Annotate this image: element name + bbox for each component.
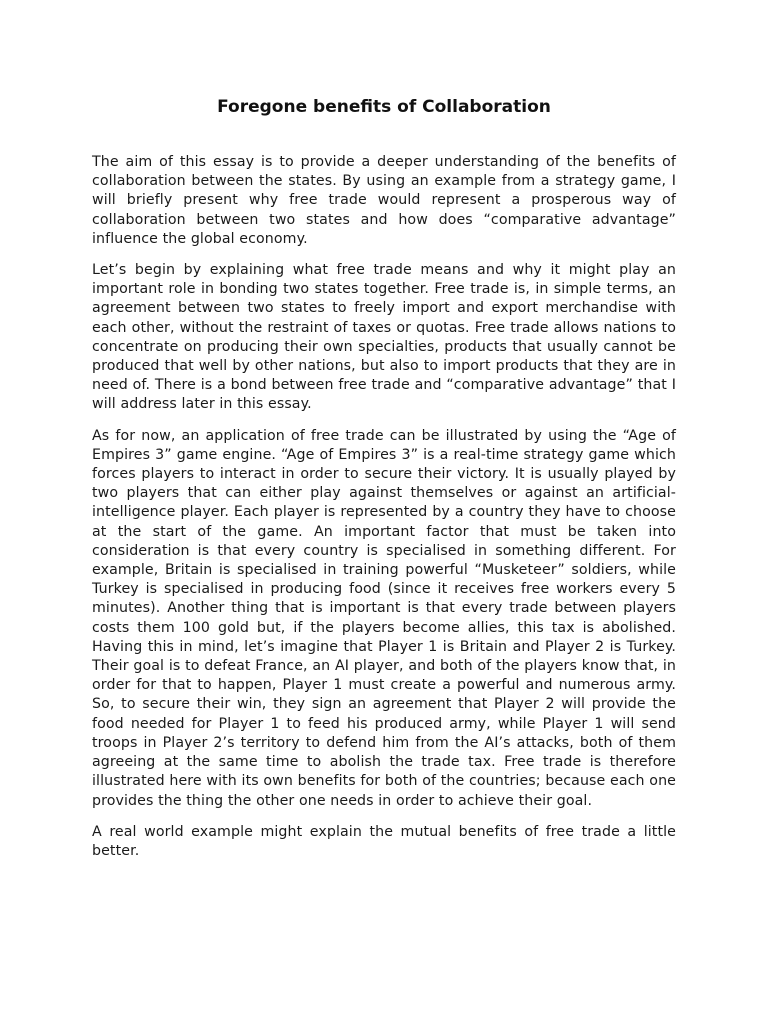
paragraph-intro: The aim of this essay is to provide a deeper understanding of the benefits of collaboration between the states. By using an example from a strategy game, I will briefly present why free trade would represent a prosperous way of collaboration between two states and how does “comparative advantage” influence the global economy. <box>92 154 676 247</box>
paragraph-free-trade-definition: Let’s begin by explaining what free trade means and why it might play an important role in bonding two states together. Free trade is, in simple terms, an agreement between two states to freely import and export merchandise with each other, without the restraint of taxes or quotas. Free trade allows nations to concentrate on producing their own specialties, products that usually cannot be produced that well by other nations, but also to import products that they are in need of. There is a bond between free trade and “comparative advantage” that I will address later in this essay. <box>92 262 676 413</box>
paragraph-game-example: As for now, an application of free trade can be illustrated by using the “Age of Empires 3” game engine. “Age of Empires 3” is a real-time strategy game which forces players to interact in order to secure their victory. It is usually played by two players that can either play against themselves or against an artificial-intelligence player. Each player is represented by a country they have to choose at the start of the game. An important factor that must be taken into consideration is that every country is specialised in something different. For example, Britain is specialised in training powerful “Musketeer” soldiers, while Turkey is specialised in producing food (since it receives free workers every 5 minutes). Another thing that is important is that every trade between players costs them 100 gold but, if the players become allies, this tax is abolished. Having this in mind, let’s imagine that Player 1 is Britain and Player 2 is Turkey. Their goal is to defeat France, an AI player, and both of the players know that, in order for that to happen, Player 1 must create a powerful and numerous army. So, to secure their win, they sign an agreement that Player 2 will provide the food needed for Player 1 to feed his produced army, while Player 1 will send troops in Player 2’s territory to defend him from the AI’s attacks, both of them agreeing at the same time to abolish the trade tax. Free trade is therefore illustrated here with its own benefits for both of the countries; because each one provides the thing the other one needs in order to achieve their goal. <box>92 427 676 809</box>
document-title: Foregone benefits of Collaboration <box>217 97 551 118</box>
document-body <box>92 153 676 873</box>
paragraph-real-world-intro: A real world example might explain the mutual benefits of free trade a little better. <box>92 823 676 859</box>
